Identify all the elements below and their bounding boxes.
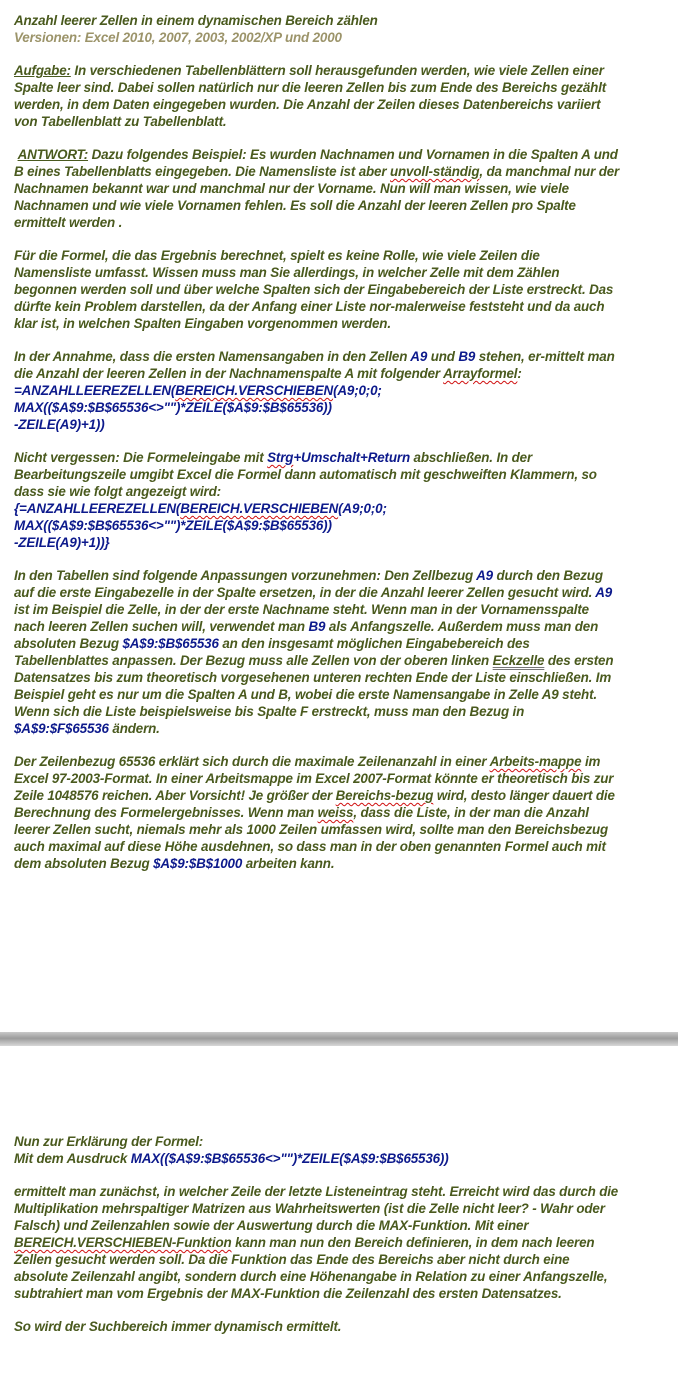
antwort-paragraph [14,146,620,231]
annahme-text-1: In der Annahme, dass die ersten Namensangaben in den Zellen [14,349,411,364]
zeilenbezug-text-2: im Excel 97-2003-Format. In einer Arbeitsmappe im Excel 2007-Format könnte er theoretisch bis zur Zeile 1048576 reichen. Aber Vorsicht! Je größer der [14,754,614,803]
page-2-content [14,1133,620,1351]
anpassungen-text-1: In den Tabellen sind folgende Anpassungen vorzunehmen: Den Zellbezug [14,568,477,583]
eckzelle-word: Eckzelle [492,653,545,668]
versions-line: Versionen: Excel 2010, 2007, 2003, 2002/XP und 2000 [14,30,342,45]
formula-1-bereich-verschieben: BEREICH.VERSCHIEBEN [175,383,334,398]
formula-2-bereich-verschieben: BEREICH.VERSCHIEBEN [180,501,339,516]
cell-ref-a9: A9 [410,349,428,364]
erklaerung-text-2: kann man nun den Bereich definieren, in dem nach leeren Zellen gesucht werden soll. Da die Funktion das Ende des Bereichs aber nicht durch eine absolute Zeilenzahl angibt, sondern durch eine Höhenangabe in Relation zu einer Anfangszelle, subtrahiert man vom Ergebnis der MAX-Funktion die Zeilenzahl des ersten Datensatzes. [14,1235,608,1301]
erklaerung-text-1: ermittelt man zunächst, in welcher Zeile der letzte Listeneintrag steht. Erreicht wird das durch die Multiplikation mehrspaltiger Matrizen aus Wahrheitswerten (ist die Zelle nicht leer? - Wahr oder Falsch) und Zeilenzahlen sowie der Auswertung durch die MAX-Funktion. Mit einer [14,1184,619,1233]
key-strg: Strg [267,450,294,465]
zeilenbezug-text-5: arbeiten kann. [242,856,335,871]
vergessen-text-1: Nicht vergessen: Die Formeleingabe mit [14,450,268,465]
range-ref-2: $A$9:$F$65536 [14,721,109,736]
formula-1-line-3: -ZEILE(A9)+1)) [14,417,105,432]
anpassungen-text-3: ist im Beispiel die Zelle, in der der erste Nachname steht. Wenn man in der Vornamensspalte nach leeren Zellen suchen will, verwendet man [14,602,589,634]
zeilenbezug-text-3: wird, desto länger dauert die Berechnung des Formelergebnisses. Wenn man [14,788,615,820]
zeilenbezug-text-1: Der Zeilenbezug 65536 erklärt sich durch die maximale Zeilenanzahl in einer [14,754,490,769]
formula-1-part-1: =ANZAHLLEEREZELLEN( [14,383,176,398]
anpassungen-text-6: des ersten Datensatzes bis zum theoretisch vorgesehenen unteren rechten Ende der Liste einschließen. Im Beispiel geht es nur um die Spalten A und B, wobei die erste Namensangabe in Zelle A9 steht. Wenn sich die Liste beispielsweise bis Spalte F erstreckt, muss man den Bezug in [14,653,614,719]
anpassungen-text-5: an den insgesamt möglichen Eingabebereich des Tabellenblattes anpassen. Der Bezug muss alle Zellen von der oberen linken [14,636,530,668]
vergessen-text-2: abschließen. In der Bearbeitungszeile umgibt Excel die Formel dann automatisch mit geschweiften Klammern, so dass sie wie folgt angezeigt wird: [14,450,597,499]
aufgabe-label: Aufgabe: [14,63,71,78]
anpassungen-text-7: ändern. [108,721,160,736]
arrayformel-word: Arrayformel [443,366,518,381]
anpassungen-text-4: als Anfangszelle. Außerdem muss man den absoluten Bezug [14,619,599,651]
annahme-colon: : [517,366,522,381]
formula-2-line-2: MAX(($A$9:$B$65536<>"")*ZEILE($A$9:$B$65536)) [14,518,332,533]
zeilenbezug-text-4: , dass die Liste, in der man die Anzahl leerer Zellen sucht, niemals mehr als 1000 Zeilen umfassen wird, sollte man den Bereichsbezug auch maximal auf diese Höhe ausdehnen, so dass man in der oben genannten Formel auch mit dem absoluten Bezug [14,805,609,871]
arbeitsmappe-word: Arbeits-mappe [489,754,582,769]
antwort-label: ANTWORT: [17,147,89,162]
antwort-text-1: Dazu folgendes Beispiel: Es wurden Nachnamen und Vornamen in die Spalten A und B eines Tabellenblatts eingegeben. Die Namensliste ist aber [14,147,618,179]
page-separator [0,1032,678,1046]
formula-2-part-2: (A9;0;0; [338,501,387,516]
annahme-text-2: stehen, er-mittelt man die Anzahl der leeren Zellen in der Nachnamenspalte A mit folgender [14,349,615,381]
document-title: Anzahl leerer Zellen in einem dynamischen Bereich zählen [14,13,378,28]
cell-ref-a9: A9 [595,585,613,600]
page-1-content [14,12,620,888]
vergessen-paragraph [14,449,620,551]
annahme-und: und [427,349,459,364]
closing-sentence: So wird der Suchbereich immer dynamisch ermittelt. [14,1319,342,1334]
antwort-text-2: , da manchmal nur der Nachnamen bekannt war und manchmal nur der Vorname. Nun will man wissen, wie viele Nachnamen und wie viele Vornamen fehlen. Es soll die Anzahl der leeren Zellen pro Spalte ermittelt werden . [14,164,620,230]
antwort-spellcheck-word: unvoll-ständig [389,164,480,179]
range-ref-3: $A$9:$B$1000 [153,856,243,871]
formel-paragraph: Für die Formel, die das Ergebnis berechnet, spielt es keine Rolle, wie viele Zeilen die Namensliste umfasst. Wissen muss man Sie allerdings, in welcher Zelle mit dem Zählen begonnen werden soll und über welche Spalten sich der Eingabebereich der Liste erstreckt. Das dürfte kein Problem darstellen, da der Anfang einer Liste nor-malerweise feststeht und da auch klar ist, in welchen Spalten Eingaben vorgenommen werden. [14,248,614,331]
annahme-paragraph [14,348,620,433]
key-combo-rest: +Umschalt+Return [293,450,410,465]
cell-ref-a9: A9 [476,568,493,583]
expression-formula: MAX(($A$9:$B$65536<>"")*ZEILE($A$9:$B$65536)) [130,1151,449,1166]
erklaerung-lead: Mit dem Ausdruck [14,1151,131,1166]
anpassungen-text-2: durch den Bezug auf die erste Eingabezelle in der Spalte ersetzen, in der die Anzahl leerer Zellen gesucht wird. [14,568,603,600]
cell-ref-b9: B9 [308,619,326,634]
aufgabe-text: In verschiedenen Tabellenblättern soll herausgefunden werden, wie viele Zellen einer Spalte leer sind. Dabei sollen natürlich nur die leeren Zellen bis zum Ende des Bereichs gezählt werden, in dem Daten eingegeben wurden. Die Anzahl der Zeilen dieses Datenbereichs variiert von Tabellenblatt zu Tabellenblatt. [14,63,607,129]
bereich-verschieben-word: BEREICH.VERSCHIEBEN-Funktion [14,1235,232,1250]
erklaerung-heading [14,1133,620,1167]
anpassungen-paragraph [14,567,620,737]
weiss-word: weiss [317,805,354,820]
erklaerung-paragraph [14,1183,620,1302]
formula-1-line-2: MAX(($A$9:$B$65536<>"")*ZEILE($A$9:$B$65536)) [14,400,332,415]
range-ref-1: $A$9:$B$65536 [122,636,219,651]
formula-1-part-2: (A9;0;0; [333,383,382,398]
bereichsbezug-word: Bereichs-bezug [335,788,434,803]
aufgabe-paragraph [14,62,620,130]
document-page-2 [0,1046,678,1373]
cell-ref-b9: B9 [458,349,476,364]
zeilenbezug-paragraph [14,753,620,872]
erklaerung-line-1: Nun zur Erklärung der Formel: [14,1134,204,1149]
formula-2-part-1: {=ANZAHLLEEREZELLEN( [14,501,181,516]
formula-2-line-3: -ZEILE(A9)+1))} [14,535,110,550]
